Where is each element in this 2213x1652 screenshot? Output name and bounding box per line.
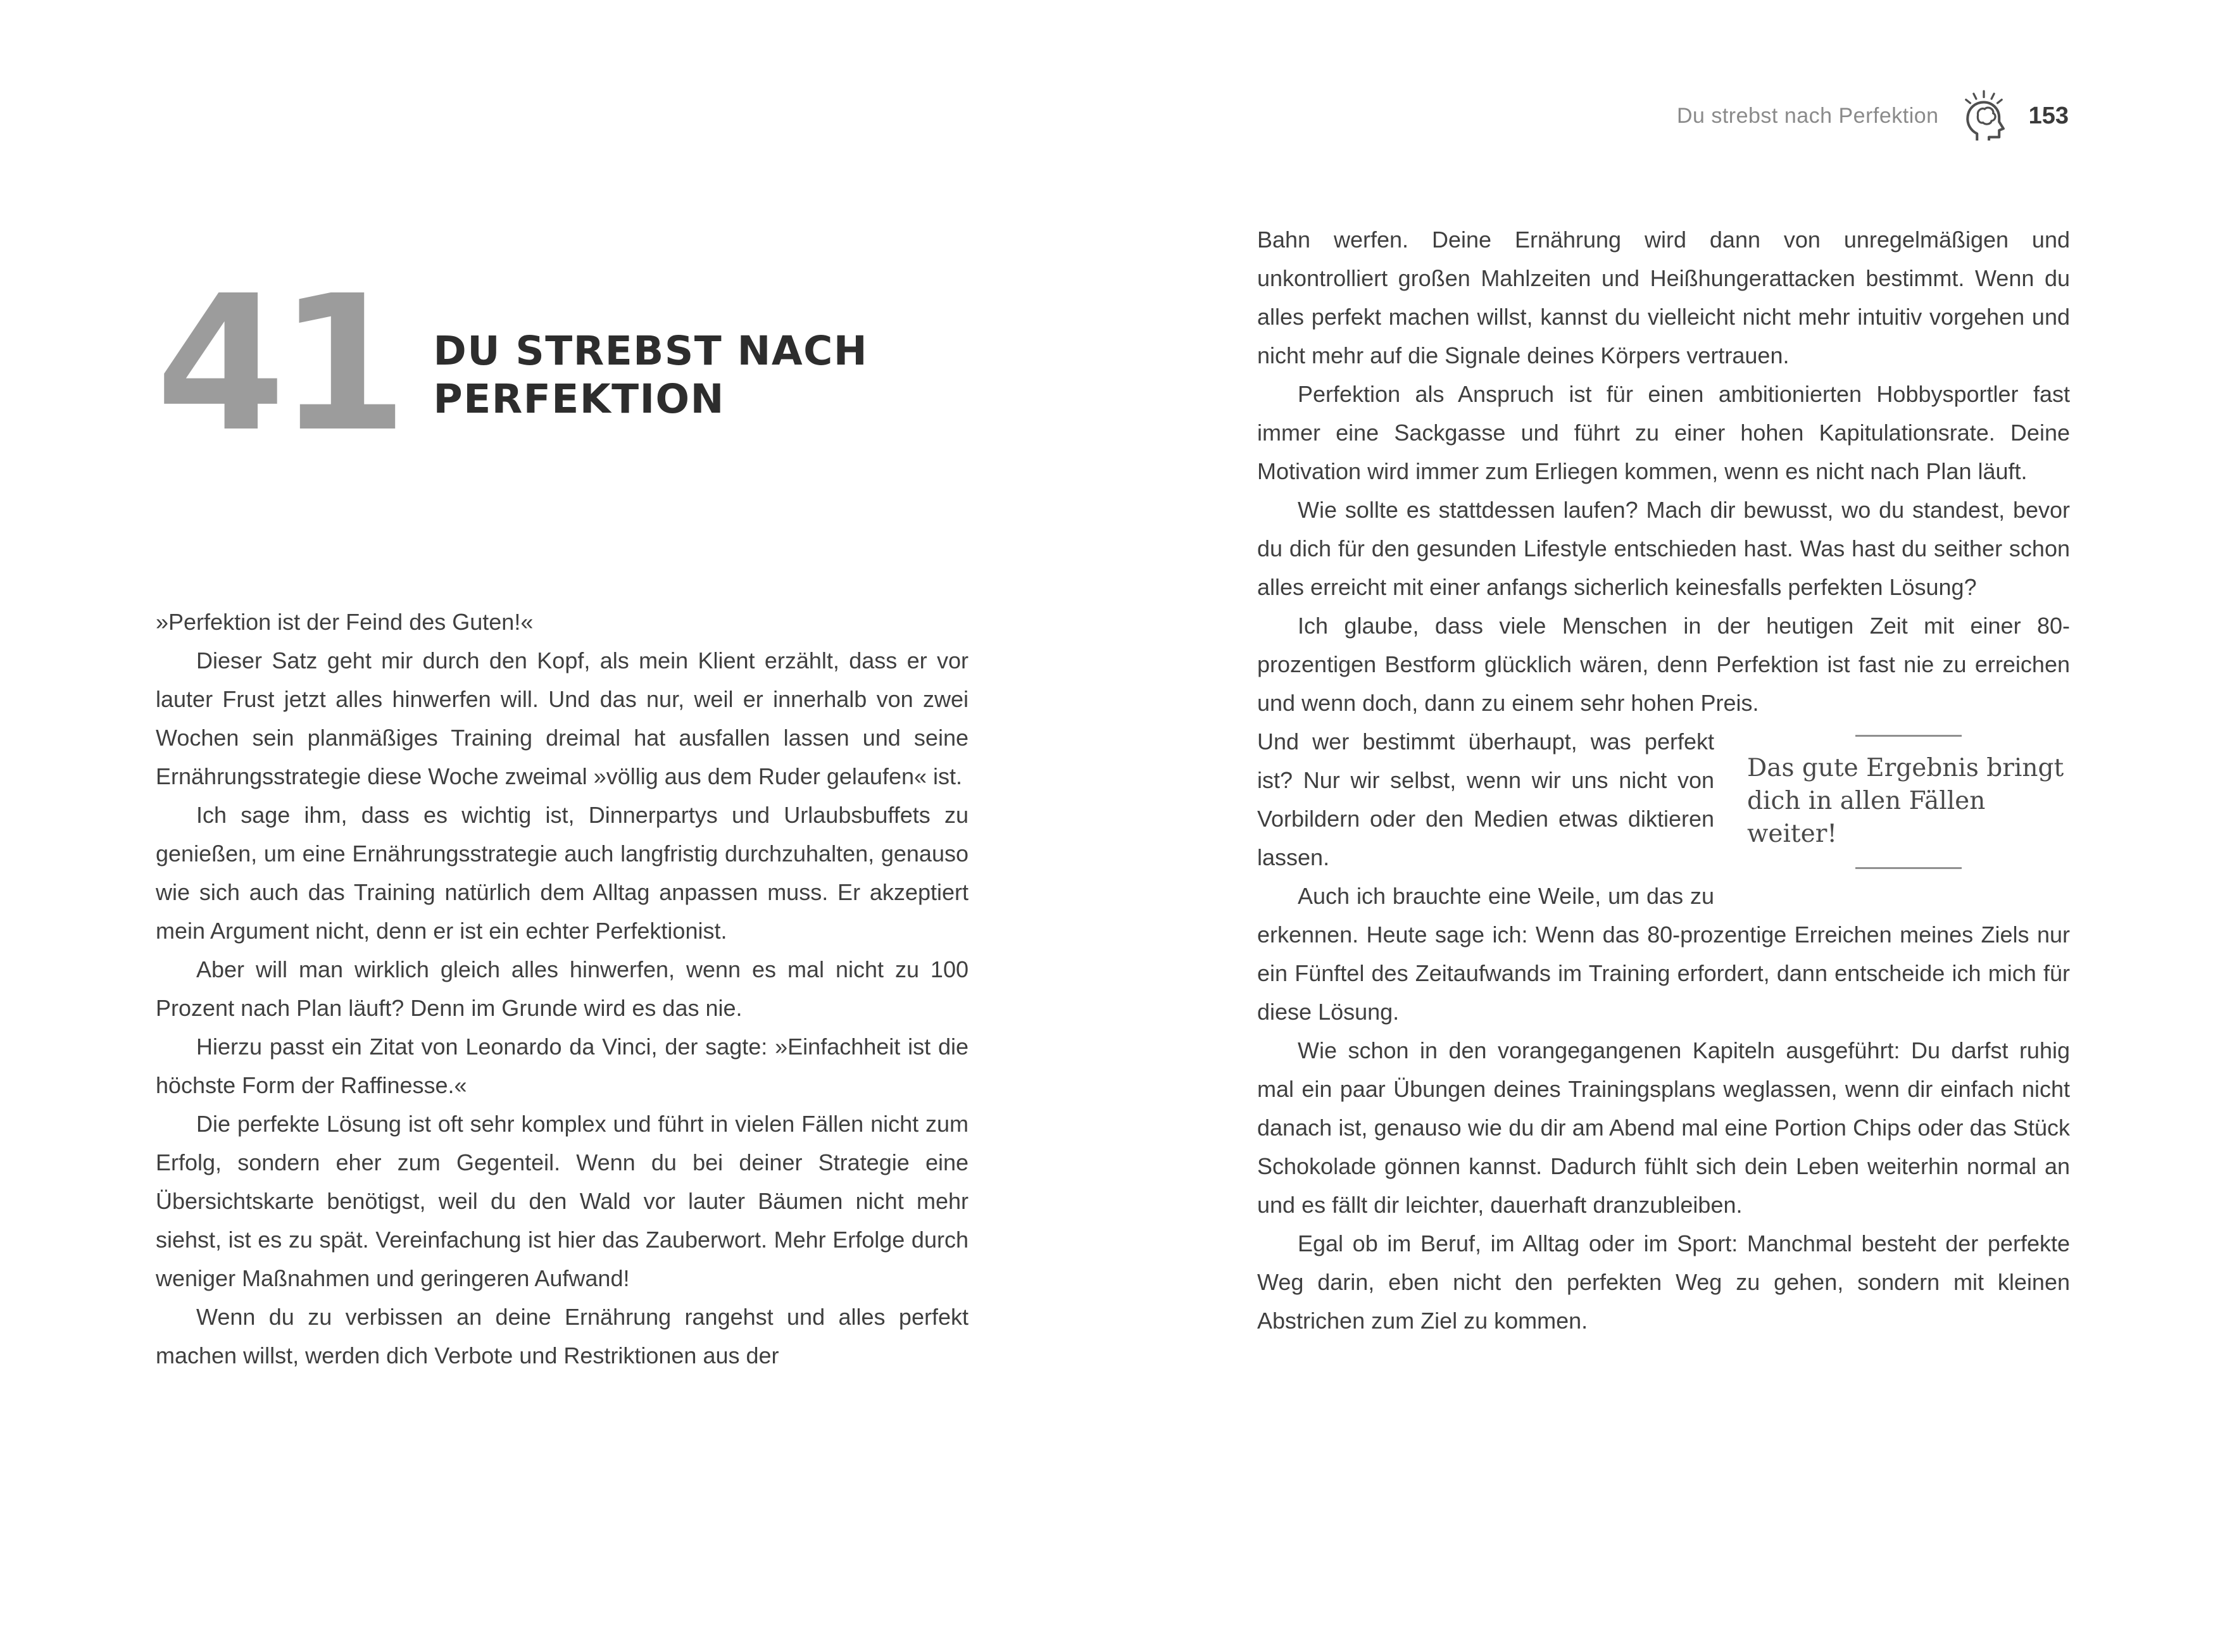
right-column (1257, 220, 2070, 1340)
paragraph: Bahn werfen. Deine Ernährung wird dann von unregelmäßigen und unkontrolliert großen Mahlzeiten und Heißhungerattacken bestimmt. Wenn du alles perfekt machen willst, kannst du vielleicht nicht mehr intuitiv vorgehen und nicht mehr auf die Signale deines Körpers vertrauen. (1257, 227, 2070, 368)
chapter-number: 41 (156, 255, 401, 473)
pullquote-text: Das gute Ergebnis bringt dich in allen Fällen weiter! (1747, 754, 2064, 848)
paragraph: Hierzu passt ein Zitat von Leonardo da Vinci, der sagte: »Einfachheit ist die höchste Form der Raffinesse.« (156, 1034, 969, 1098)
paragraph: Wie schon in den vorangegangenen Kapiteln ausgeführt: Du darfst ruhig mal ein paar Übungen deines Trainingsplans weglassen, wenn dir einfach nicht danach ist, genauso wie du dir am Abend mal eine Portion Chips oder das Stück Schokolade gönnen kannst. Dadurch fühlt sich dein Leben weiterhin normal an und es fällt dir leichter, dauerhaft dranzubleiben. (1257, 1037, 2070, 1218)
page-number: 153 (2028, 102, 2069, 129)
chapter-heading (156, 255, 868, 473)
left-column (156, 603, 969, 1375)
running-title: Du strebst nach Perfektion (1676, 103, 1939, 128)
chapter-title-line-2: PERFEKTION (433, 376, 725, 422)
paragraph: Auch ich brauchte eine Weile, um das zu erkennen. Heute sage ich: Wenn das 80-prozentige Erreichen meines Ziels nur ein Fünftel des Zeitaufwands im Training erfordert, dann entscheide ich mich für diese Lösung. (1257, 883, 2070, 1025)
pullquote-rule-bottom (1855, 867, 1962, 869)
paragraph: »Perfektion ist der Feind des Guten!« (156, 609, 534, 635)
pullquote-rule-top (1855, 735, 1962, 737)
paragraph: Ich sage ihm, dass es wichtig ist, Dinnerpartys und Urlaubsbuffets zu genießen, um eine Ernährungsstrategie auch langfristig durchzuhalten, genauso wie sich auch das Training natürlich dem Alltag anpassen muss. Er akzeptiert mein Argument nicht, denn er ist ein echter Perfektionist. (156, 802, 969, 944)
chapter-title (434, 327, 868, 423)
paragraph: Wenn du zu verbissen an deine Ernährung rangehst und alles perfekt machen willst, werden dich Verbote und Restriktionen aus der (156, 1304, 969, 1368)
paragraph: Die perfekte Lösung ist oft sehr komplex und führt in vielen Fällen nicht zum Erfolg, sondern eher zum Gegenteil. Wenn du bei deiner Strategie eine Übersichtskarte benötigst, weil du den Wald vor lauter Bäumen nicht mehr siehst, ist es zu spät. Vereinfachung ist hier das Zauberwort. Mehr Erfolge durch weniger Maßnahmen und geringeren Aufwand! (156, 1111, 969, 1291)
paragraph: Egal ob im Beruf, im Alltag oder im Sport: Manchmal besteht der perfekte Weg darin, eben nicht den perfekten Weg zu gehen, sondern mit kleinen Abstrichen zum Ziel zu kommen. (1257, 1230, 2070, 1334)
paragraph: Dieser Satz geht mir durch den Kopf, als mein Klient erzählt, dass er vor lauter Frust jetzt alles hinwerfen will. Und das nur, weil er innerhalb von zwei Wochen sein planmäßiges Training dreimal hat ausfallen lassen und seine Ernährungsstrategie diese Woche zweimal »völlig aus dem Ruder gelaufen« ist. (156, 648, 969, 789)
brain-idea-icon (1957, 89, 2011, 143)
running-header (1677, 89, 2069, 143)
pullquote (1747, 726, 2070, 875)
paragraph: Ich glaube, dass viele Menschen in der heutigen Zeit mit einer 80-prozentigen Bestform glücklich wären, denn Perfektion ist fast nie zu erreichen und wenn doch, dann zu einem sehr hohen Preis. (1257, 613, 2070, 716)
paragraph: Perfektion als Anspruch ist für einen ambitionierten Hobbysportler fast immer eine Sackgasse und führt zu einer hohen Kapitulationsrate. Deine Motivation wird immer zum Erliegen kommen, wenn es nicht nach Plan läuft. (1257, 381, 2070, 484)
chapter-title-line-1: DU STREBST NACH (433, 328, 868, 374)
paragraph: Das gute Ergebnis bringt dich in allen Fällen weiter! Und wer bestimmt überhaupt, was perfekt ist? Nur wir selbst, wenn wir uns nicht von Vorbildern oder den Medien etwas diktieren lassen. (1257, 722, 2070, 877)
paragraph: Wie sollte es stattdessen laufen? Mach dir bewusst, wo du standest, bevor du dich für den gesunden Lifestyle entschieden hast. Was hast du seither schon alles erreicht mit einer anfangs sicherlich keinesfalls perfekten Lösung? (1257, 497, 2070, 600)
paragraph: Aber will man wirklich gleich alles hinwerfen, wenn es mal nicht zu 100 Prozent nach Plan läuft? Denn im Grunde wird es das nie. (156, 956, 969, 1021)
